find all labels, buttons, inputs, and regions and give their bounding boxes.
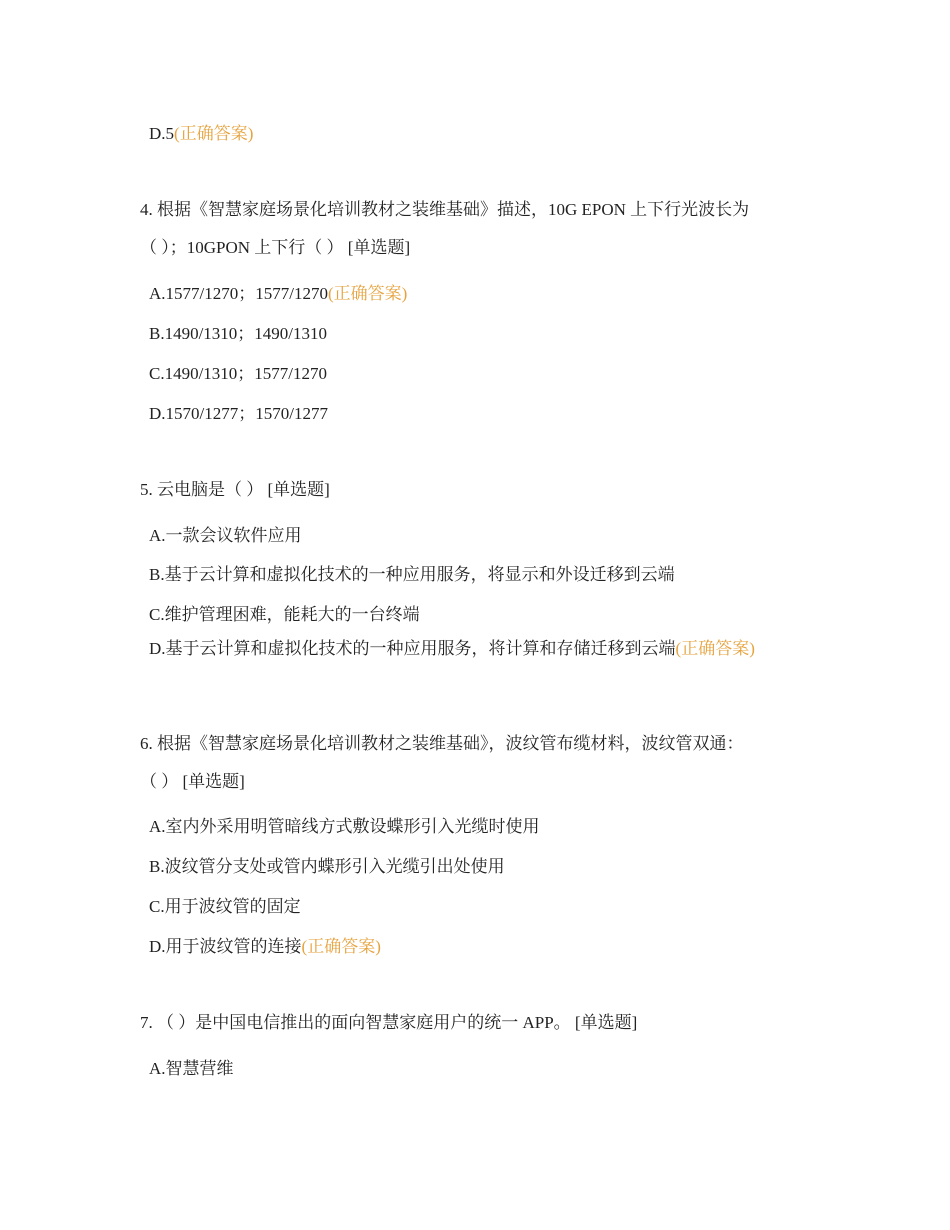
option-c: C.维护管理困难，能耗大的一台终端 — [149, 605, 420, 624]
option-d — [149, 935, 381, 959]
question-7-title: 7. （ ）是中国电信推出的面向智慧家庭用户的统一 APP。 [单选题] — [140, 1013, 638, 1032]
option-a: A.一款会议软件应用 — [149, 526, 302, 545]
option-d: D.1570/1277；1570/1277 — [149, 404, 328, 423]
option-d — [149, 636, 799, 661]
option-c: C.用于波纹管的固定 — [149, 897, 301, 916]
option-text: D.5 — [149, 124, 175, 143]
correct-answer-tag: (正确答案) — [301, 937, 381, 956]
option-c: C.1490/1310；1577/1270 — [149, 364, 328, 383]
option-a: A.室内外采用明管暗线方式敷设蝶形引入光缆时使用 — [149, 817, 540, 836]
option-text: A.1577/1270；1577/1270 — [149, 284, 328, 303]
question-4-title: 4. 根据《智慧家庭场景化培训教材之装维基础》描述，10G EPON 上下行光波长为 — [140, 200, 750, 219]
option-b: B.1490/1310；1490/1310 — [149, 324, 328, 343]
option-a: A.智慧营维 — [149, 1059, 234, 1078]
question-5-title: 5. 云电脑是（ ） [单选题] — [140, 480, 330, 499]
option-b: B.基于云计算和虚拟化技术的一种应用服务，将显示和外设迁移到云端 — [149, 565, 675, 584]
question-6-title: 6. 根据《智慧家庭场景化培训教材之装维基础》，波纹管布缆材料，波纹管双通： — [140, 734, 744, 753]
option-text: D.基于云计算和虚拟化技术的一种应用服务，将计算和存储迁移到云端 — [149, 639, 676, 658]
question-4-title-cont: （ ）；10GPON 上下行（ ） [单选题] — [140, 238, 411, 257]
option-a — [149, 282, 407, 306]
option-b: B.波纹管分支处或管内蝶形引入光缆引出处使用 — [149, 857, 505, 876]
option-d — [149, 122, 253, 146]
correct-answer-tag: (正确答案) — [327, 284, 408, 303]
question-6-title-cont: （ ） [单选题] — [140, 772, 245, 791]
option-text: D.用于波纹管的连接 — [149, 937, 302, 956]
correct-answer-tag: (正确答案) — [675, 639, 755, 658]
correct-answer-tag: (正确答案) — [174, 124, 254, 143]
